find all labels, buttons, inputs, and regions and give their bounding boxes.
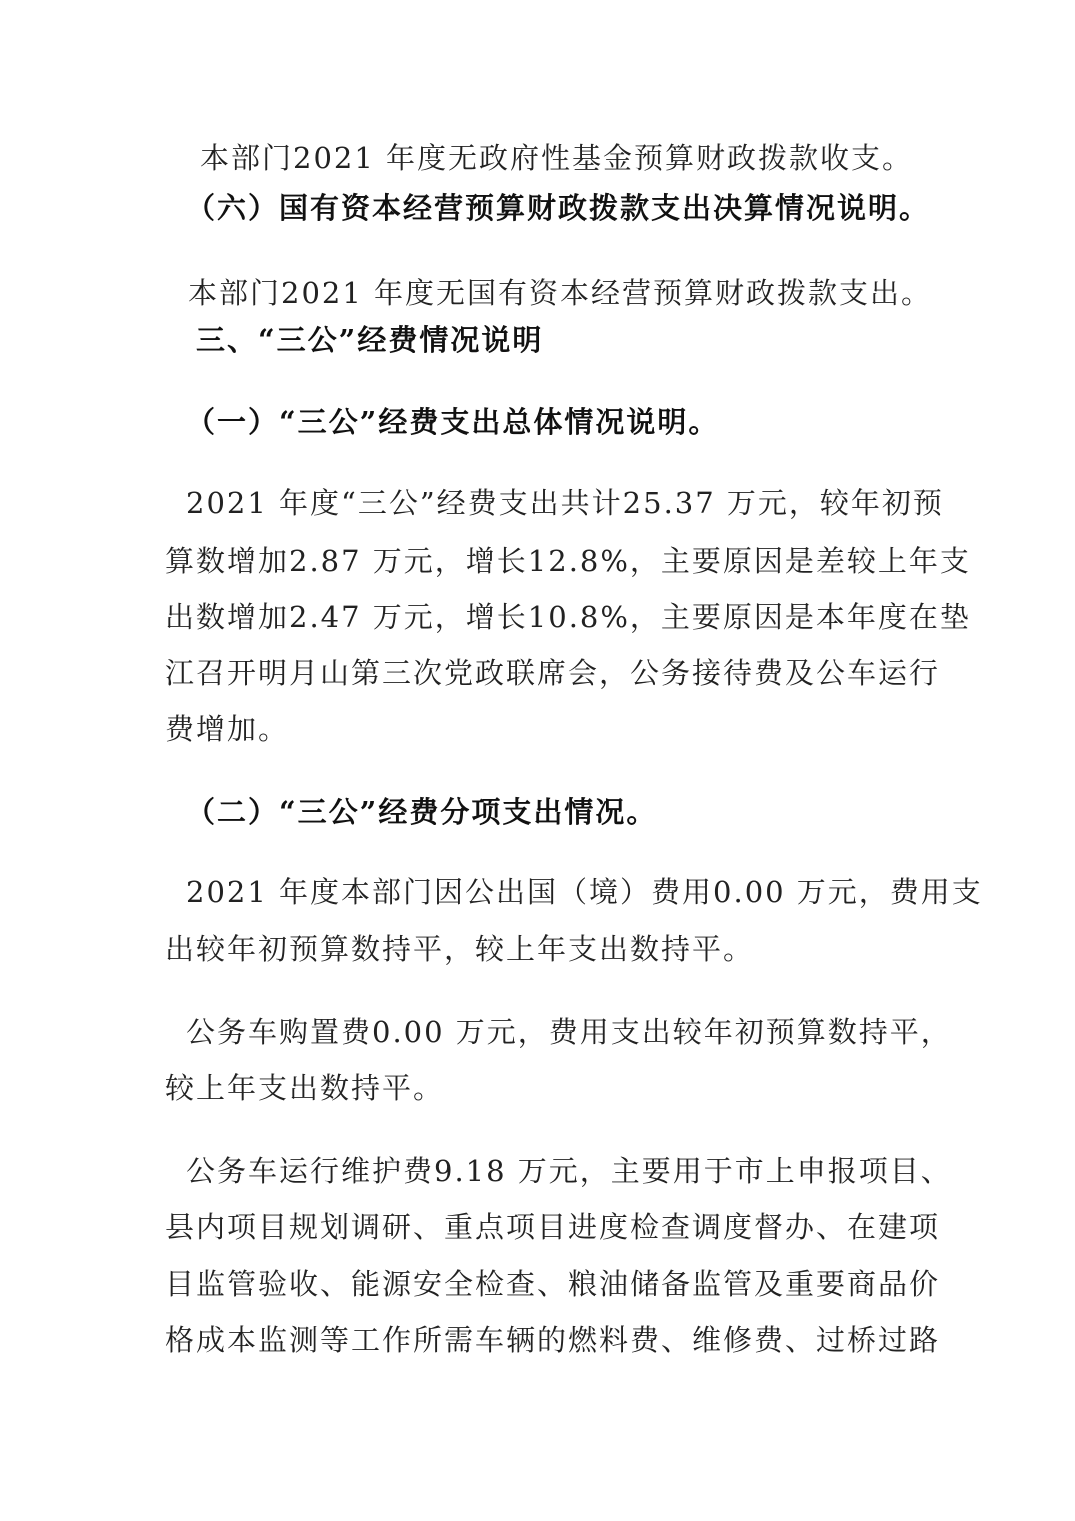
paragraph-no-gov-fund: 本部门2021 年度无政府性基金预算财政拨款收支。 xyxy=(200,141,914,175)
paragraph-line: 费增加。 xyxy=(165,712,290,746)
heading-state-capital: （六）国有资本经营预算财政拨款支出决算情况说明。 xyxy=(186,191,931,225)
subsection-two-title: （二）“三公”经费分项支出情况。 xyxy=(186,795,658,829)
paragraph-line: 格成本监测等工作所需车辆的燃料费、维修费、过桥过路 xyxy=(165,1323,941,1357)
paragraph-line: 出较年初预算数持平，较上年支出数持平。 xyxy=(165,932,755,966)
paragraph-line: 县内项目规划调研、重点项目进度检查调度督办、在建项 xyxy=(165,1210,941,1244)
paragraph-line: 2021 年度“三公”经费支出共计25.37 万元，较年初预 xyxy=(186,486,944,520)
paragraph-no-state-capital: 本部门2021 年度无国有资本经营预算财政拨款支出。 xyxy=(188,276,933,310)
section-three-title: 三、“三公”经费情况说明 xyxy=(196,323,544,357)
paragraph-line: 公务车购置费0.00 万元，费用支出较年初预算数持平， xyxy=(186,1015,952,1049)
paragraph-line: 江召开明月山第三次党政联席会，公务接待费及公车运行 xyxy=(165,656,941,690)
paragraph-line: 较上年支出数持平。 xyxy=(165,1071,445,1105)
subsection-one-title: （一）“三公”经费支出总体情况说明。 xyxy=(186,405,720,439)
paragraph-line: 目监管验收、能源安全检查、粮油储备监管及重要商品价 xyxy=(165,1267,941,1301)
paragraph-line: 出数增加2.47 万元，增长10.8%，主要原因是本年度在垫 xyxy=(165,600,971,634)
paragraph-line: 公务车运行维护费9.18 万元，主要用于市上申报项目、 xyxy=(186,1154,952,1188)
paragraph-line: 算数增加2.87 万元，增长12.8%，主要原因是差较上年支 xyxy=(165,544,971,578)
paragraph-line: 2021 年度本部门因公出国（境）费用0.00 万元，费用支 xyxy=(186,875,983,909)
